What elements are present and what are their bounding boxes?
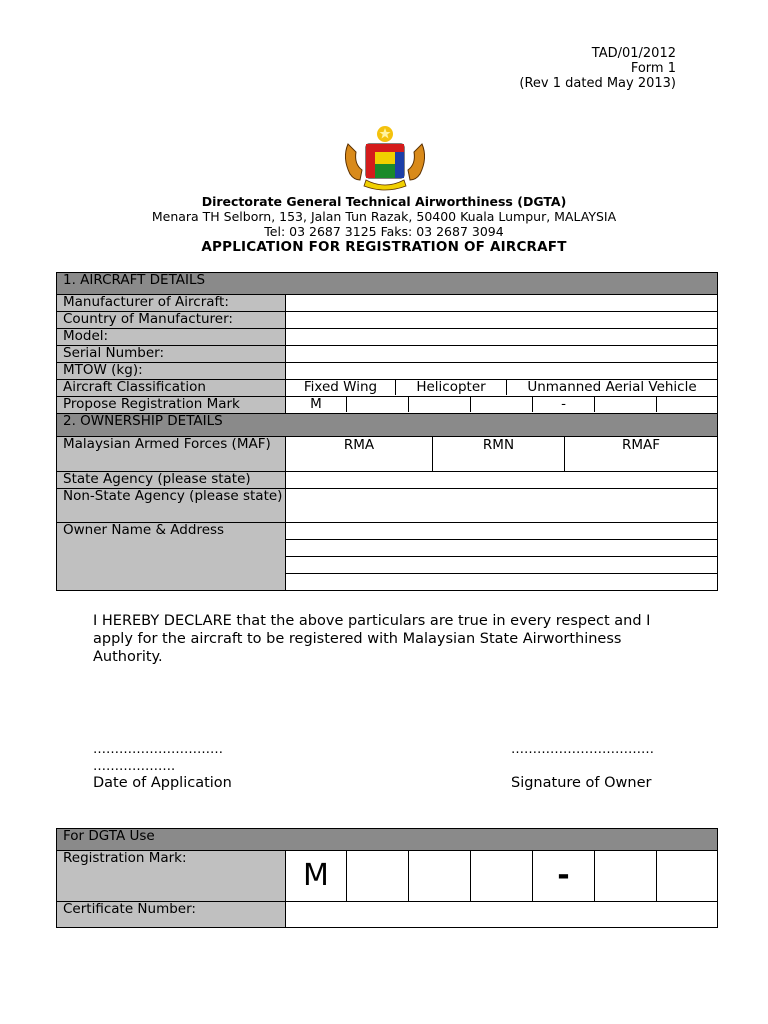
reg-cell[interactable] xyxy=(594,397,656,412)
date-signature-line[interactable] xyxy=(93,741,223,775)
proposed-reg-mark-label: Propose Registration Mark xyxy=(57,397,286,414)
mtow-field[interactable] xyxy=(286,363,718,380)
state-agency-field[interactable] xyxy=(286,472,718,489)
option-rmaf[interactable]: RMAF xyxy=(564,437,717,471)
serial-number-label: Serial Number: xyxy=(57,346,286,363)
option-rmn[interactable]: RMN xyxy=(432,437,564,471)
section-heading-dgta: For DGTA Use xyxy=(57,829,718,851)
reg-cell[interactable] xyxy=(470,397,532,412)
reg-cell[interactable] xyxy=(470,851,532,901)
reg-cell[interactable] xyxy=(408,397,470,412)
country-field[interactable] xyxy=(286,312,718,329)
option-helicopter[interactable]: Helicopter xyxy=(395,380,506,395)
owner-label: Owner Name & Address xyxy=(57,523,286,591)
reg-cell[interactable] xyxy=(346,851,408,901)
reg-cell[interactable]: - xyxy=(532,397,594,412)
reg-cell[interactable]: - xyxy=(532,851,594,901)
maf-label: Malaysian Armed Forces (MAF) xyxy=(57,437,286,472)
reg-cell[interactable] xyxy=(656,397,717,412)
mtow-label: MTOW (kg): xyxy=(57,363,286,380)
registration-mark-cells xyxy=(286,851,718,902)
reg-cell[interactable]: M xyxy=(303,858,329,893)
reg-cell[interactable] xyxy=(408,851,470,901)
certificate-number-label: Certificate Number: xyxy=(57,902,286,928)
section-heading-aircraft: 1. AIRCRAFT DETAILS xyxy=(57,273,718,295)
signature-of-owner-label: Signature of Owner xyxy=(511,775,652,791)
non-state-agency-field[interactable] xyxy=(286,489,718,523)
option-rma[interactable]: RMA xyxy=(343,437,375,453)
form-code: TAD/01/2012 xyxy=(591,46,676,61)
option-fixed-wing[interactable]: Fixed Wing xyxy=(303,379,378,395)
manufacturer-label: Manufacturer of Aircraft: xyxy=(57,295,286,312)
manufacturer-field[interactable] xyxy=(286,295,718,312)
reg-cell[interactable] xyxy=(594,851,656,901)
model-label: Model: xyxy=(57,329,286,346)
owner-line-2[interactable] xyxy=(286,540,718,557)
form-title: APPLICATION FOR REGISTRATION OF AIRCRAFT xyxy=(201,239,567,255)
malaysia-coat-of-arms-icon xyxy=(338,124,432,192)
country-label: Country of Manufacturer: xyxy=(57,312,286,329)
certificate-number-field[interactable] xyxy=(286,902,718,928)
dots-line: …………………………… xyxy=(511,742,654,757)
proposed-reg-mark-cells xyxy=(286,397,718,414)
model-field[interactable] xyxy=(286,329,718,346)
dots-line: ………………. xyxy=(93,759,176,774)
owner-signature-line[interactable] xyxy=(511,741,654,758)
owner-line-4[interactable] xyxy=(286,574,718,591)
date-of-application-label: Date of Application xyxy=(93,775,232,791)
maf-options xyxy=(286,437,718,472)
owner-line-1[interactable] xyxy=(286,523,718,540)
form-reference xyxy=(519,46,676,91)
state-agency-label: State Agency (please state) xyxy=(57,472,286,489)
organization-name: Directorate General Technical Airworthiness (DGTA) xyxy=(201,194,567,209)
reg-cell[interactable] xyxy=(656,851,717,901)
form-number: Form 1 xyxy=(630,61,676,76)
reg-cell[interactable]: M xyxy=(310,396,322,412)
dots-line: ………………………… xyxy=(93,742,223,757)
owner-line-3[interactable] xyxy=(286,557,718,574)
section-heading-ownership: 2. OWNERSHIP DETAILS xyxy=(57,414,718,437)
declaration-text: I HEREBY DECLARE that the above particulars are true in every respect and I apply for the aircraft to be registered with Malaysian State Airworthiness Authority. xyxy=(93,613,651,665)
reg-cell[interactable] xyxy=(346,397,408,412)
organization-phone: Tel: 03 2687 3125 Faks: 03 2687 3094 xyxy=(264,224,504,239)
non-state-agency-label: Non-State Agency (please state) xyxy=(57,489,286,523)
serial-number-field[interactable] xyxy=(286,346,718,363)
option-uav[interactable]: Unmanned Aerial Vehicle xyxy=(506,380,717,395)
form-revision: (Rev 1 dated May 2013) xyxy=(519,76,676,91)
application-table xyxy=(56,272,718,591)
dgta-use-table xyxy=(56,828,718,928)
organization-address: Menara TH Selborn, 153, Jalan Tun Razak, 50400 Kuala Lumpur, MALAYSIA xyxy=(151,209,617,224)
classification-label: Aircraft Classification xyxy=(57,380,286,397)
registration-mark-label: Registration Mark: xyxy=(57,851,286,902)
classification-options xyxy=(286,380,718,397)
